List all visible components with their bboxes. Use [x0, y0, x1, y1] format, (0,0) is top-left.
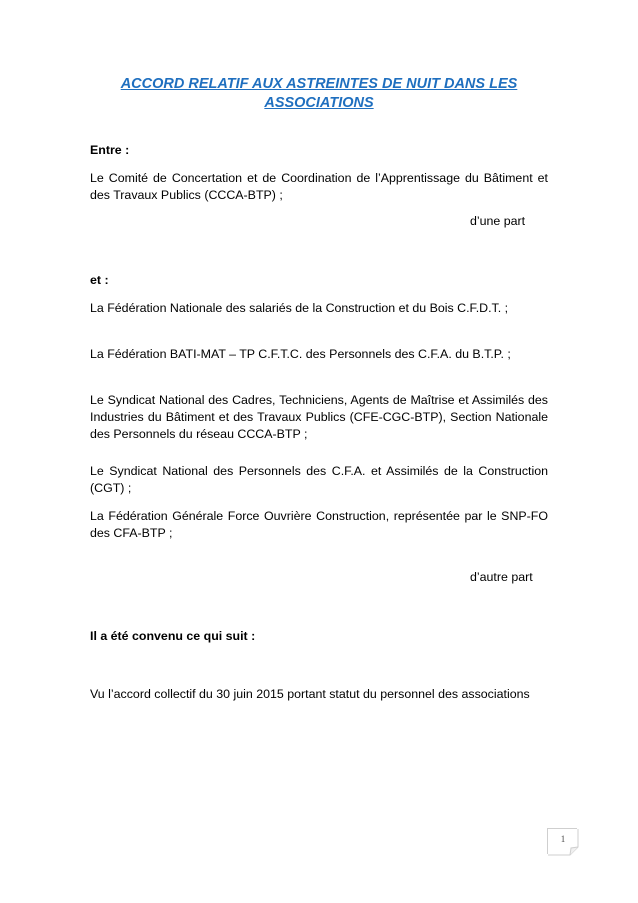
signatory-fo: La Fédération Générale Force Ouvrière Construction, représentée par le SNP-FO des CFA-BTP ; [90, 509, 548, 540]
party-ccca-btp: Le Comité de Concertation et de Coordination de l’Apprentissage du Bâtiment et des Travaux Publics (CCCA-BTP) ; [90, 171, 548, 202]
document-title: ACCORD RELATIF AUX ASTREINTES DE NUIT DANS LES ASSOCIATIONS [120, 76, 518, 111]
entre-label: Entre : [90, 143, 130, 157]
autre-part-label: d’autre part [470, 570, 533, 584]
vu-paragraph: Vu l’accord collectif du 30 juin 2015 portant statut du personnel des associations [90, 687, 530, 701]
signatory-cftc: La Fédération BATI-MAT – TP C.F.T.C. des Personnels des C.F.A. du B.T.P. ; [90, 347, 511, 361]
signatory-cfe-cgc: Le Syndicat National des Cadres, Techniciens, Agents de Maîtrise et Assimilés des Industries du Bâtiment et des Travaux Publics (CFE-CGC-BTP), Section Nationale des Personnels du réseau CCCA-BTP ; [90, 393, 548, 441]
une-part-label: d’une part [470, 214, 526, 228]
page-number-box [547, 828, 577, 854]
page-number: 1 [560, 834, 566, 844]
signatory-cgt: Le Syndicat National des Personnels des C.F.A. et Assimilés de la Construction (CGT) ; [90, 464, 548, 495]
convenu-heading: Il a été convenu ce qui suit : [90, 629, 256, 643]
signatory-cfdt: La Fédération Nationale des salariés de la Construction et du Bois C.F.D.T. ; [90, 301, 509, 315]
et-label: et : [90, 273, 109, 287]
